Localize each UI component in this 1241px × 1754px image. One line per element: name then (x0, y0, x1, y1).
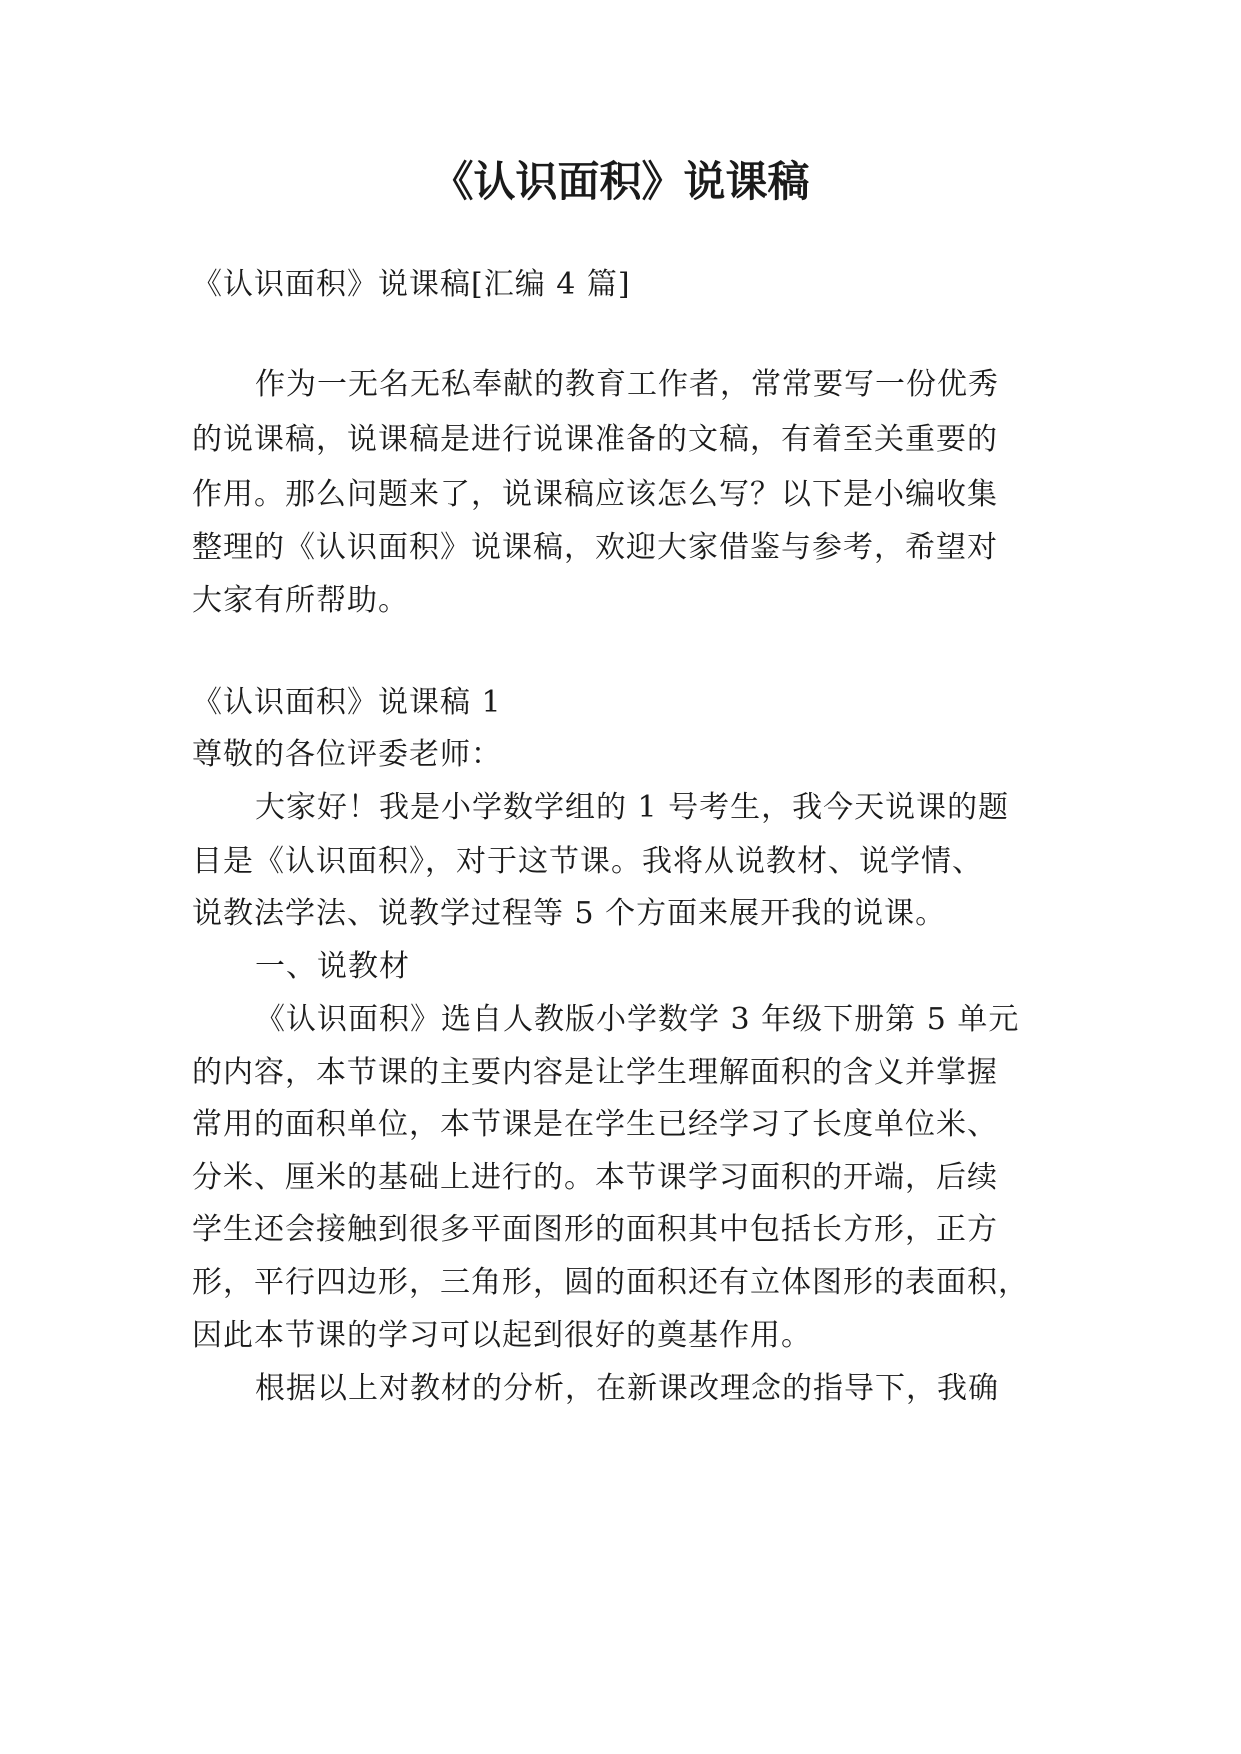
greeting-line: 目是《认识面积》，对于这节课。我将从说教材、说学情、 (192, 844, 983, 879)
intro-line: 作用。那么问题来了，说课稿应该怎么写？以下是小编收集 (192, 477, 998, 512)
intro-line: 的说课稿，说课稿是进行说课准备的文稿，有着至关重要的 (192, 422, 998, 457)
intro-line: 大家有所帮助。 (192, 583, 409, 618)
greeting-line: 说教法学法、说教学过程等 5 个方面来展开我的说课。 (192, 896, 947, 931)
greeting-line: 大家好！我是小学数学组的 1 号考生，我今天说课的题 (255, 790, 1010, 825)
paragraph-line: 常用的面积单位，本节课是在学生已经学习了长度单位米、 (192, 1107, 998, 1142)
document-subtitle: 《认识面积》说课稿[汇编 4 篇] (192, 267, 631, 302)
paragraph-line: 的内容，本节课的主要内容是让学生理解面积的含义并掌握 (192, 1055, 998, 1090)
paragraph-line: 根据以上对教材的分析，在新课改理念的指导下，我确 (255, 1371, 999, 1406)
salutation: 尊敬的各位评委老师： (192, 737, 502, 772)
intro-line: 作为一无名无私奉献的教育工作者，常常要写一份优秀 (255, 367, 999, 402)
part-heading: 一、说教材 (255, 949, 410, 984)
paragraph-line: 形，平行四边形，三角形，圆的面积还有立体图形的表面积， (192, 1265, 1029, 1300)
section-heading: 《认识面积》说课稿 1 (192, 685, 502, 720)
paragraph-line: 学生还会接触到很多平面图形的面积其中包括长方形，正方 (192, 1212, 998, 1247)
document-title: 《认识面积》说课稿 (431, 157, 810, 206)
paragraph-line: 《认识面积》选自人教版小学数学 3 年级下册第 5 单元 (255, 1002, 1020, 1037)
intro-line: 整理的《认识面积》说课稿，欢迎大家借鉴与参考，希望对 (192, 530, 998, 565)
paragraph-line: 因此本节课的学习可以起到很好的奠基作用。 (192, 1318, 812, 1353)
paragraph-line: 分米、厘米的基础上进行的。本节课学习面积的开端，后续 (192, 1160, 998, 1195)
